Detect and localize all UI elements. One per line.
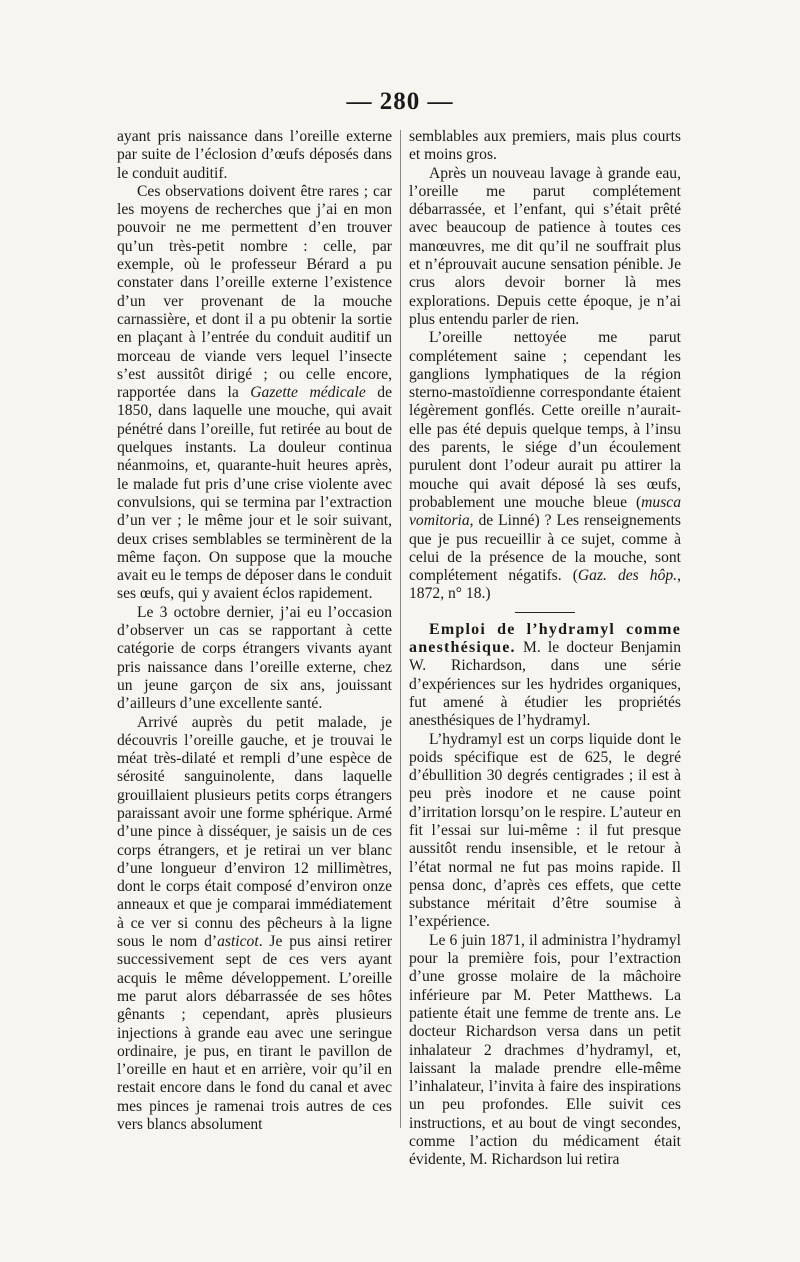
section-title: Emploi de l’hydramyl comme anesthésique. — [409, 620, 681, 657]
paragraph: semblables aux premiers, mais plus courts et moins gros. — [409, 128, 681, 164]
paragraph: Le 6 juin 1871, il administra l’hydramyl pour la première fois, pour l’extraction d’une grosse molaire de la mâchoire inférieure par M. Peter Matthews. La patiente était une femme de trente ans. Le docteur Richardson versa dans un petit inhalateur 2 drachmes d’hydramyl, et, laissant la malade prendre elle-même l’inhalateur, l’invita à faire des inspirations un peu profondes. Elle suivit ces instructions, et au bout de vingt secondes, comme l’action du médicament était évidente, M. Richardson lui retira — [409, 931, 681, 1169]
paragraph: ayant pris naissance dans l’oreille externe par suite de l’éclosion d’œufs déposés dans le conduit auditif. — [117, 128, 392, 182]
paragraph: L’oreille nettoyée me parut complétement saine ; cependant les ganglions lymphatiques de la région sterno-mastoïdienne correspondante étaient légèrement gonflés. Cette oreille n’aurait-elle pas été depuis quelque temps, à l’insu des parents, le siége d’un écoulement purulent dont l’odeur aurait pu attirer la mouche qui avait déposé là ses œufs, probablement une mouche bleue (musca vomitoria, de Linné) ? Les renseignements que je pus recueillir à ce sujet, comme à celui de la présence de la mouche, sont complétement négatifs. (Gaz. des hôp., 1872, n° 18.) — [409, 329, 681, 603]
paragraph: Le 3 octobre dernier, j’ai eu l’occasion d’observer un cas se rapportant à cette catégorie de corps étrangers vivants ayant pris naissance dans l’oreille externe, chez un jeune garçon de six ans, jouissant d’ailleurs d’une excellente santé. — [117, 603, 392, 713]
page-number: — 280 — — [346, 88, 454, 115]
column-divider — [400, 130, 401, 1128]
right-column — [409, 128, 681, 1170]
paragraph: Ces observations doivent être rares ; car les moyens de recherches que j’ai en mon pouvoir ne me permettent d’en trouver qu’un très-petit nombre : celle, par exemple, où le professeur Bérard a pu constater dans l’oreille externe l’existence d’un ver provenant de la mouche carnassière, et dont il a pu obtenir la sortie en plaçant à l’entrée du conduit auditif un morceau de viande vers lequel l’insecte s’est aussitôt dirigé ; ou celle encore, rapportée dans la Gazette médicale de 1850, dans laquelle une mouche, qui avait pénétré dans l’oreille, fut retirée au bout de quelques instants. La douleur continua néanmoins, et, quarante-huit heures après, le malade fut pris d’une crise violente avec convulsions, qui se termina par l’extraction d’un ver ; le même jour et le soir suivant, deux crises semblables se terminèrent de la même façon. On suppose que la mouche avait eu le temps de déposer dans le conduit ses œufs, qui y avaient éclos rapidement. — [117, 182, 392, 603]
section-first-paragraph: Emploi de l’hydramyl comme anesthésique. M. le docteur Benjamin W. Richardson, dans une série d’expériences sur les hydrides organiques, fut amené à étudier les propriétés anesthésiques de l’hydramyl. — [409, 620, 681, 730]
journal-citation: Gaz. des hôp. — [577, 567, 678, 585]
paragraph: L’hydramyl est un corps liquide dont le poids spécifique est de 625, le degré d’ébullition 30 degrés centigrades ; il est à peu près inodore et ne cause point d’irritation lorsqu’on le respire. L’auteur en fit l’essai sur lui-même : il fut presque aussitôt rendu insensible, et le retour à l’état normal ne fut pas moins rapide. Il pensa donc, d’après ces effets, que cette substance méritait d’être soumise à l’expérience. — [409, 730, 681, 931]
italic-term: musca vomitoria — [409, 493, 681, 530]
left-column — [117, 128, 392, 1134]
journal-title: Gazette médicale — [250, 384, 366, 402]
paragraph: Après un nouveau lavage à grande eau, l’oreille me parut complétement débarrassée, et l’enfant, qui s’était prêté avec beaucoup de patience à toutes ces manœuvres, me dit qu’il ne souffrait plus et n’éprouvait aucune sensation pénible. Je crus alors devoir borner là mes explorations. Depuis cette époque, je n’ai plus entendu parler de rien. — [409, 164, 681, 328]
section-separator — [515, 612, 575, 613]
paragraph: Arrivé auprès du petit malade, je découvris l’oreille gauche, et je trouvai le méat très-dilaté et rempli d’une espèce de sérosité sanguinolente, dans laquelle grouillaient plusieurs petits corps étrangers paraissant avoir une forme sphérique. Armé d’une pince à disséquer, je saisis un de ces corps étrangers, et je retirai un ver blanc d’une longueur d’environ 12 millimètres, dont le corps était composé d’environ onze anneaux et que je comparai immédiatement à ce ver si connu des pêcheurs à la ligne sous le nom d’asticot. Je pus ainsi retirer successivement sept de ces vers ayant acquis le même développement. L’oreille me parut alors débarrassée de ses hôtes gênants ; cependant, après plusieurs injections à grande eau avec une seringue ordinaire, je pus, en tirant le pavillon de l’oreille en haut et en arrière, voir qu’il en restait encore dans le fond du canal et avec mes pinces je ramenai trois autres de ces vers blancs absolument — [117, 713, 392, 1134]
italic-term: asticot — [217, 933, 259, 951]
